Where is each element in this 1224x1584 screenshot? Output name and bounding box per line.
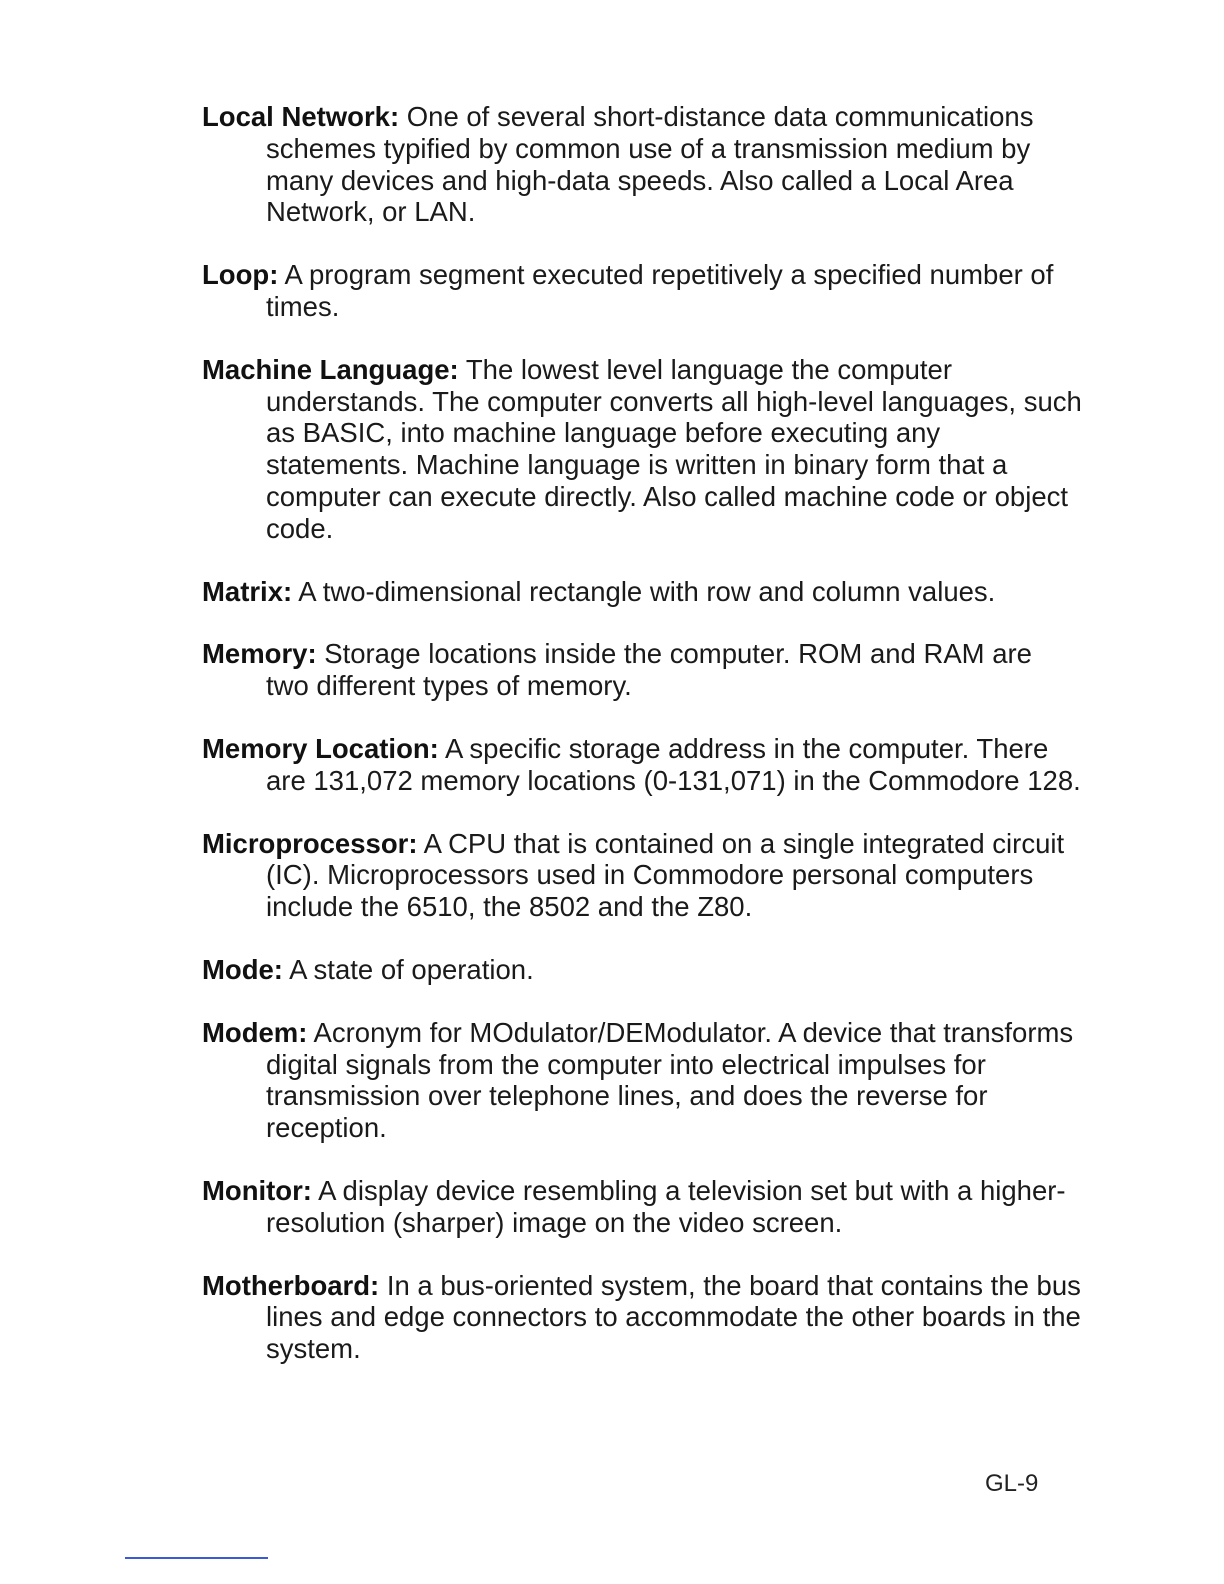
glossary-term: Memory: [202, 638, 317, 670]
glossary-definition: Storage locations inside the computer. ROM and RAM are two different types of memory. [266, 638, 1032, 702]
glossary-term: Motherboard: [202, 1269, 380, 1301]
glossary-term: Modem: [202, 1016, 308, 1048]
glossary-term: Microprocessor: [202, 827, 418, 859]
glossary-entry-local-network [202, 101, 1082, 228]
glossary-entry-matrix [202, 576, 1082, 608]
glossary-definition: A program segment executed repetitively a specified number of times. [266, 259, 1054, 322]
glossary-term: Monitor: [202, 1174, 312, 1206]
glossary-term: Memory Location: [202, 732, 439, 764]
glossary-term: Loop: [202, 259, 279, 291]
footer-rule [125, 1557, 268, 1559]
glossary-entry-memory [202, 638, 1082, 702]
glossary-definition: A display device resembling a television set but with a higher-resolution (sharper) image on the video screen. [266, 1174, 1066, 1238]
glossary-definition: A two-dimensional rectangle with row and column values. [298, 575, 996, 607]
glossary-term: Matrix: [202, 575, 293, 607]
glossary-entry-microprocessor [202, 828, 1082, 923]
glossary-entry-mode [202, 954, 1082, 986]
glossary-entry-monitor [202, 1175, 1082, 1239]
glossary-definition: In a bus-oriented system, the board that contains the bus lines and edge connectors to accommodate the other boards in the system. [266, 1269, 1081, 1365]
glossary-list [202, 101, 1082, 1396]
glossary-definition: A CPU that is contained on a single integrated circuit (IC). Microprocessors used in Commodore personal computers include the 6510, the 8502 and the Z80. [266, 827, 1065, 923]
glossary-term: Machine Language: [202, 353, 459, 385]
glossary-entry-loop [202, 259, 1082, 323]
glossary-definition: A specific storage address in the computer. There are 131,072 memory locations (0-131,071) in the Commodore 128. [266, 732, 1081, 796]
glossary-entry-motherboard [202, 1270, 1082, 1365]
glossary-entry-modem [202, 1017, 1082, 1144]
glossary-term: Mode: [202, 953, 283, 985]
glossary-entry-machine-language [202, 354, 1082, 545]
glossary-entry-memory-location [202, 733, 1082, 797]
glossary-definition: One of several short-distance data communications schemes typified by common use of a transmission medium by many devices and high-data speeds. Also called a Local Area Network, or LAN. [266, 101, 1034, 228]
page-number: GL-9 [985, 1470, 1039, 1497]
glossary-term: Local Network: [202, 101, 400, 132]
glossary-definition: Acronym for MOdulator/DEModulator. A device that transforms digital signals from the computer into electrical impulses for transmission over telephone lines, and does the reverse for reception. [266, 1016, 1074, 1144]
glossary-definition: The lowest level language the computer understands. The computer converts all high-level languages, such as BASIC, into machine language before executing any statements. Machine language is written in binary form that a computer can execute directly. Also called machine code or object code. [266, 353, 1082, 544]
glossary-definition: A state of operation. [289, 953, 534, 985]
